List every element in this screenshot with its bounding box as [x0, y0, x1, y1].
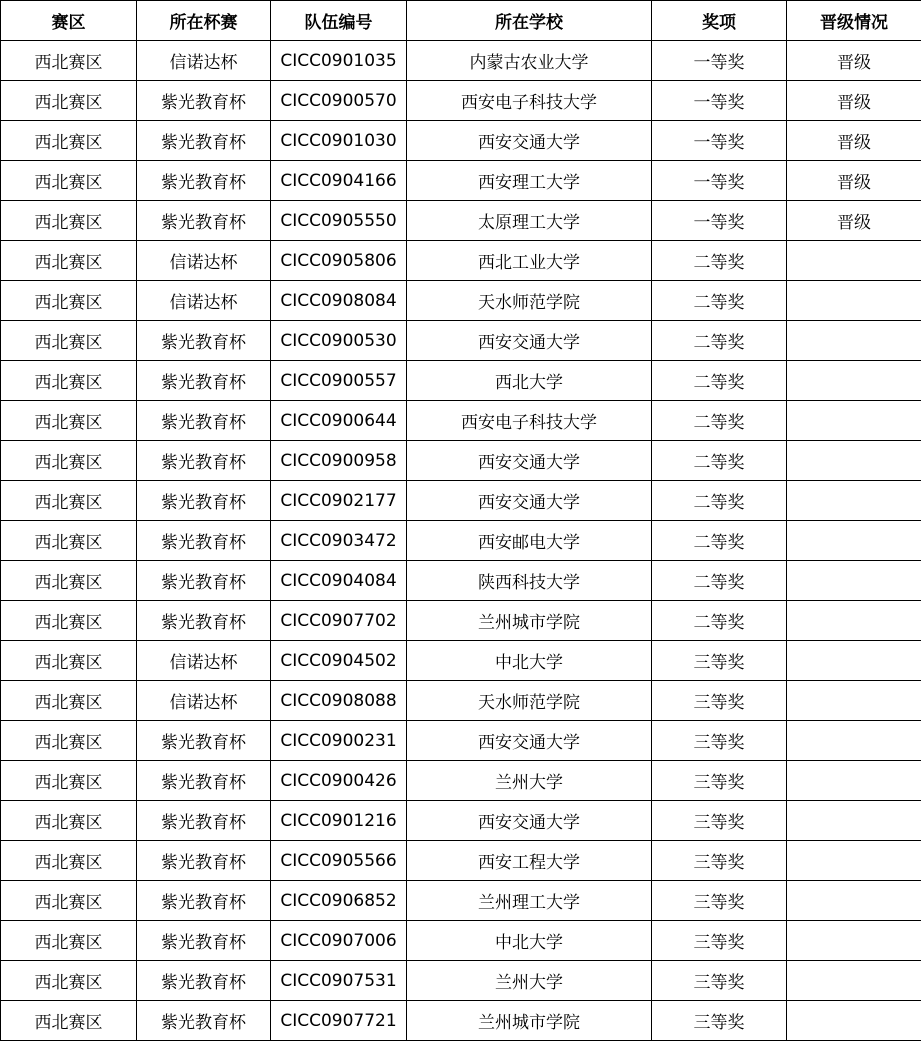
cell-cup: 紫光教育杯 [137, 601, 271, 641]
cell-region: 西北赛区 [1, 721, 137, 761]
cell-region: 西北赛区 [1, 81, 137, 121]
cell-advancement [787, 241, 921, 281]
cell-advancement [787, 521, 921, 561]
cell-cup: 紫光教育杯 [137, 881, 271, 921]
cell-region: 西北赛区 [1, 521, 137, 561]
cell-team-id: CICC0900426 [271, 761, 407, 801]
cell-award: 二等奖 [652, 401, 787, 441]
cell-region: 西北赛区 [1, 881, 137, 921]
cell-cup: 紫光教育杯 [137, 361, 271, 401]
cell-school: 西安交通大学 [407, 801, 652, 841]
cell-award: 二等奖 [652, 241, 787, 281]
header-award: 奖项 [652, 1, 787, 41]
cell-cup: 紫光教育杯 [137, 441, 271, 481]
cell-region: 西北赛区 [1, 761, 137, 801]
cell-region: 西北赛区 [1, 1001, 137, 1041]
header-team-id: 队伍编号 [271, 1, 407, 41]
cell-award: 三等奖 [652, 641, 787, 681]
cell-school: 西安理工大学 [407, 161, 652, 201]
table-row [1, 641, 921, 681]
cell-region: 西北赛区 [1, 161, 137, 201]
cell-cup: 紫光教育杯 [137, 921, 271, 961]
table-row [1, 841, 921, 881]
cell-award: 一等奖 [652, 81, 787, 121]
cell-advancement [787, 401, 921, 441]
cell-cup: 紫光教育杯 [137, 201, 271, 241]
cell-cup: 信诺达杯 [137, 241, 271, 281]
table-row [1, 81, 921, 121]
cell-team-id: CICC0905566 [271, 841, 407, 881]
cell-school: 兰州城市学院 [407, 601, 652, 641]
table-row [1, 401, 921, 441]
cell-region: 西北赛区 [1, 401, 137, 441]
cell-region: 西北赛区 [1, 241, 137, 281]
header-cup: 所在杯赛 [137, 1, 271, 41]
cell-school: 西安电子科技大学 [407, 81, 652, 121]
table-row [1, 481, 921, 521]
cell-region: 西北赛区 [1, 801, 137, 841]
cell-cup: 紫光教育杯 [137, 761, 271, 801]
cell-award: 二等奖 [652, 601, 787, 641]
cell-region: 西北赛区 [1, 681, 137, 721]
cell-award: 三等奖 [652, 881, 787, 921]
cell-award: 三等奖 [652, 801, 787, 841]
cell-advancement [787, 361, 921, 401]
table-row [1, 321, 921, 361]
cell-school: 太原理工大学 [407, 201, 652, 241]
cell-team-id: CICC0905806 [271, 241, 407, 281]
cell-award: 二等奖 [652, 521, 787, 561]
cell-team-id: CICC0906852 [271, 881, 407, 921]
cell-award: 三等奖 [652, 681, 787, 721]
cell-region: 西北赛区 [1, 561, 137, 601]
cell-school: 兰州城市学院 [407, 1001, 652, 1041]
cell-school: 西安电子科技大学 [407, 401, 652, 441]
cell-school: 西安邮电大学 [407, 521, 652, 561]
cell-advancement [787, 921, 921, 961]
cell-region: 西北赛区 [1, 961, 137, 1001]
cell-advancement [787, 601, 921, 641]
cell-region: 西北赛区 [1, 601, 137, 641]
cell-award: 二等奖 [652, 441, 787, 481]
table-row [1, 881, 921, 921]
cell-school: 中北大学 [407, 921, 652, 961]
cell-school: 兰州大学 [407, 761, 652, 801]
cell-award: 三等奖 [652, 841, 787, 881]
cell-cup: 紫光教育杯 [137, 841, 271, 881]
cell-team-id: CICC0903472 [271, 521, 407, 561]
cell-team-id: CICC0907721 [271, 1001, 407, 1041]
cell-award: 二等奖 [652, 281, 787, 321]
cell-cup: 紫光教育杯 [137, 801, 271, 841]
table-row [1, 1001, 921, 1041]
cell-school: 西安交通大学 [407, 121, 652, 161]
cell-cup: 紫光教育杯 [137, 161, 271, 201]
cell-advancement [787, 281, 921, 321]
cell-team-id: CICC0908088 [271, 681, 407, 721]
cell-region: 西北赛区 [1, 441, 137, 481]
cell-school: 中北大学 [407, 641, 652, 681]
table-row [1, 921, 921, 961]
cell-advancement: 晋级 [787, 161, 921, 201]
cell-advancement [787, 721, 921, 761]
cell-award: 三等奖 [652, 721, 787, 761]
cell-advancement [787, 481, 921, 521]
cell-team-id: CICC0900570 [271, 81, 407, 121]
table-row [1, 441, 921, 481]
cell-award: 二等奖 [652, 561, 787, 601]
cell-advancement: 晋级 [787, 81, 921, 121]
table-body [1, 41, 921, 1041]
cell-region: 西北赛区 [1, 641, 137, 681]
cell-award: 一等奖 [652, 161, 787, 201]
cell-advancement [787, 761, 921, 801]
header-school: 所在学校 [407, 1, 652, 41]
cell-school: 西安交通大学 [407, 721, 652, 761]
cell-team-id: CICC0900530 [271, 321, 407, 361]
cell-advancement [787, 441, 921, 481]
cell-school: 天水师范学院 [407, 281, 652, 321]
cell-team-id: CICC0901216 [271, 801, 407, 841]
cell-school: 兰州大学 [407, 961, 652, 1001]
cell-team-id: CICC0900231 [271, 721, 407, 761]
cell-advancement [787, 961, 921, 1001]
cell-advancement [787, 561, 921, 601]
cell-award: 三等奖 [652, 961, 787, 1001]
cell-advancement: 晋级 [787, 201, 921, 241]
cell-award: 一等奖 [652, 41, 787, 81]
cell-advancement [787, 321, 921, 361]
cell-region: 西北赛区 [1, 201, 137, 241]
table-row [1, 241, 921, 281]
header-advancement: 晋级情况 [787, 1, 921, 41]
cell-region: 西北赛区 [1, 281, 137, 321]
cell-school: 兰州理工大学 [407, 881, 652, 921]
cell-award: 三等奖 [652, 921, 787, 961]
table-row [1, 721, 921, 761]
cell-award: 一等奖 [652, 121, 787, 161]
cell-team-id: CICC0907702 [271, 601, 407, 641]
cell-school: 天水师范学院 [407, 681, 652, 721]
cell-team-id: CICC0900644 [271, 401, 407, 441]
cell-region: 西北赛区 [1, 41, 137, 81]
cell-region: 西北赛区 [1, 841, 137, 881]
table-row [1, 961, 921, 1001]
cell-team-id: CICC0907006 [271, 921, 407, 961]
cell-cup: 信诺达杯 [137, 41, 271, 81]
cell-award: 二等奖 [652, 321, 787, 361]
cell-cup: 紫光教育杯 [137, 521, 271, 561]
cell-advancement [787, 681, 921, 721]
cell-cup: 紫光教育杯 [137, 961, 271, 1001]
cell-team-id: CICC0908084 [271, 281, 407, 321]
cell-team-id: CICC0900958 [271, 441, 407, 481]
cell-advancement [787, 1001, 921, 1041]
cell-advancement [787, 881, 921, 921]
table-header-row [1, 1, 921, 41]
table-row [1, 561, 921, 601]
cell-team-id: CICC0904502 [271, 641, 407, 681]
cell-cup: 紫光教育杯 [137, 81, 271, 121]
cell-school: 西北大学 [407, 361, 652, 401]
cell-cup: 紫光教育杯 [137, 1001, 271, 1041]
cell-team-id: CICC0900557 [271, 361, 407, 401]
cell-school: 西安交通大学 [407, 441, 652, 481]
cell-advancement [787, 841, 921, 881]
cell-team-id: CICC0907531 [271, 961, 407, 1001]
cell-region: 西北赛区 [1, 361, 137, 401]
cell-award: 三等奖 [652, 1001, 787, 1041]
cell-cup: 紫光教育杯 [137, 481, 271, 521]
table-row [1, 121, 921, 161]
cell-school: 西安交通大学 [407, 321, 652, 361]
table-row [1, 801, 921, 841]
cell-team-id: CICC0905550 [271, 201, 407, 241]
cell-cup: 信诺达杯 [137, 681, 271, 721]
cell-award: 二等奖 [652, 481, 787, 521]
table-row [1, 361, 921, 401]
cell-region: 西北赛区 [1, 121, 137, 161]
cell-award: 一等奖 [652, 201, 787, 241]
cell-region: 西北赛区 [1, 321, 137, 361]
cell-cup: 信诺达杯 [137, 641, 271, 681]
cell-school: 陕西科技大学 [407, 561, 652, 601]
table-row [1, 161, 921, 201]
table-row [1, 601, 921, 641]
cell-cup: 紫光教育杯 [137, 401, 271, 441]
cell-award: 二等奖 [652, 361, 787, 401]
cell-team-id: CICC0901035 [271, 41, 407, 81]
cell-team-id: CICC0902177 [271, 481, 407, 521]
cell-award: 三等奖 [652, 761, 787, 801]
cell-school: 西安交通大学 [407, 481, 652, 521]
cell-school: 西安工程大学 [407, 841, 652, 881]
cell-school: 西北工业大学 [407, 241, 652, 281]
cell-cup: 紫光教育杯 [137, 321, 271, 361]
cell-cup: 信诺达杯 [137, 281, 271, 321]
table-row [1, 681, 921, 721]
table-row [1, 41, 921, 81]
table-row [1, 281, 921, 321]
cell-cup: 紫光教育杯 [137, 121, 271, 161]
cell-team-id: CICC0904084 [271, 561, 407, 601]
cell-cup: 紫光教育杯 [137, 721, 271, 761]
cell-region: 西北赛区 [1, 481, 137, 521]
cell-team-id: CICC0904166 [271, 161, 407, 201]
cell-advancement [787, 801, 921, 841]
cell-school: 内蒙古农业大学 [407, 41, 652, 81]
cell-team-id: CICC0901030 [271, 121, 407, 161]
header-region: 赛区 [1, 1, 137, 41]
cell-advancement: 晋级 [787, 41, 921, 81]
cell-advancement: 晋级 [787, 121, 921, 161]
table-row [1, 521, 921, 561]
cell-cup: 紫光教育杯 [137, 561, 271, 601]
cell-region: 西北赛区 [1, 921, 137, 961]
cell-advancement [787, 641, 921, 681]
table-row [1, 201, 921, 241]
table-row [1, 761, 921, 801]
